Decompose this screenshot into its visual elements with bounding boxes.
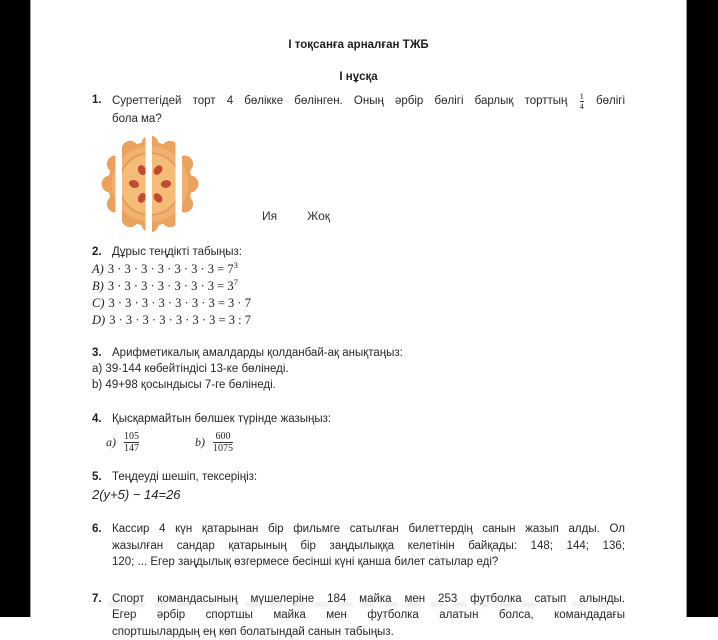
item-b-label: b) [195, 435, 205, 450]
question-2-prompt: Дұрыс теңдікті табыңыз: [112, 246, 242, 259]
question-2 [92, 244, 625, 261]
answer-yes-label: Ия [262, 209, 278, 224]
document-page [31, 0, 687, 638]
question-3-number: 3. [92, 346, 102, 359]
question-6 [92, 521, 625, 571]
question-7-number: 7. [92, 592, 102, 605]
question-6-text: Кассир 4 күн қатарынан бір фильмге сатылған билеттердің санын жазып алды. Ол жазылған сандар қатарының бір заңдылыққа келетінін байқады: 148; 144; 136; 120; ... Егер заңдылық өзгермесе бесінші күні қанша билет сатылар еді? [112, 523, 625, 569]
question-4-prompt: Қысқармайтын бөлшек түрінде жазыңыз: [112, 413, 332, 426]
blurred-text-artifact [108, 602, 548, 607]
black-bar-left [0, 0, 31, 617]
question-5-prompt: Теңдеуді шешіп, тексеріңіз: [112, 470, 258, 483]
question-7 [92, 591, 625, 640]
question-1 [92, 92, 625, 127]
page-title: І тоқсанға арналған ТЖБ [288, 39, 429, 51]
fraction-one-fourth: $\frac{1}{4}$ [579, 91, 584, 111]
option-b: B) $3 \cdot 3 \cdot 3 \cdot 3 \cdot 3 \cdot 3 \cdot 3 = 3^7$ [92, 276, 238, 293]
option-a: A) $3 \cdot 3 \cdot 3 \cdot 3 \cdot 3 \cdot 3 \cdot 3 = 7^3$ [92, 259, 238, 276]
fraction-105-147: $\frac{105}{147}$ [124, 430, 139, 455]
question-7-text: Спорт командасының мүшелеріне 184 майка мен 253 футболка сатып алынды. Егер әрбір спортшы майка мен футболка алатын болса, командадағы спортшылардың ең көп болатындай санын табыңыз. [112, 592, 625, 638]
question-3-prompt: Арифметикалық амалдарды қолданбай-ақ анықтаңыз: [112, 346, 403, 359]
question-5-equation: 2(y+5) − 14=26 [92, 487, 181, 503]
pie-illustration [94, 132, 206, 236]
item-a-label: a) [106, 435, 116, 450]
black-bar-right [686, 0, 718, 617]
question-1-answers [262, 209, 330, 223]
question-3-item-a: a) 39·144 көбейтіндісі 13-ке бөлінеді. [92, 363, 289, 376]
blurred-text-artifact [572, 602, 620, 607]
question-2-options [92, 261, 625, 329]
question-1-text [112, 92, 625, 127]
question-1-line2: бола ма? [112, 112, 162, 125]
question-6-number: 6. [92, 523, 102, 536]
variant-title: І нұсқа [339, 71, 378, 83]
question-3-item-b: b) 49+98 қосындысы 7-ге бөлінеді. [92, 379, 276, 392]
question-2-number: 2. [92, 246, 102, 259]
question-4-fractions [106, 431, 625, 455]
question-5 [92, 469, 625, 486]
option-c: C) 3 · 3 · 3 · 3 · 3 · 3 · 3 = 3 · 7 [92, 295, 251, 310]
answer-no-label: Жоқ [307, 209, 330, 224]
fraction-600-1075: $\frac{600}{1075}$ [213, 430, 233, 455]
question-1-illustration-row [94, 132, 625, 236]
question-3 [92, 345, 625, 362]
question-1-number: 1. [92, 94, 102, 106]
question-4 [92, 411, 625, 428]
question-4-number: 4. [92, 413, 102, 426]
question-5-number: 5. [92, 470, 102, 483]
option-d: D) 3 · 3 · 3 · 3 · 3 · 3 · 3 = 3 : 7 [92, 312, 251, 327]
question-1-line1: Суреттегідей торт 4 бөлікке бөлінген. Оның әрбір бөлігі барлық торттың $\frac{1}{4}$ бөлігі [112, 91, 625, 111]
